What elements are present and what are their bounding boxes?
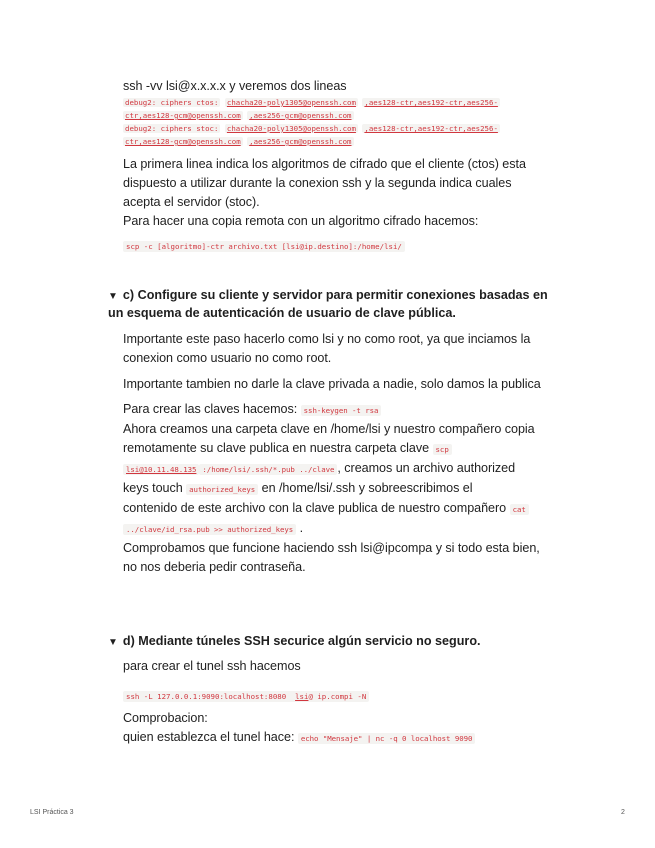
copy-text: , creamos un archivo authorized [337, 461, 516, 475]
debug1-link-c[interactable]: ctr,aes128-gcm@openssh.com [125, 111, 241, 120]
scp-path: :/home/lsi/.ssh/*.pub ../clave [199, 464, 337, 475]
authorized-keys-code: authorized_keys [186, 484, 258, 495]
section-d-title: d) Mediante túneles SSH securice algún servicio no seguro. [122, 634, 481, 648]
copy-line: Ahora creamos una carpeta clave en /home/lsi y nuestro compañero copia [123, 422, 535, 436]
copy-text: remotamente su clave publica en nuestra carpeta clave [123, 441, 430, 455]
intro-para-line: La primera linea indica los algoritmos de cifrado que el cliente (ctos) esta [123, 157, 526, 171]
copy-text: contenido de este archivo con la clave publica de nuestro compañero [123, 501, 507, 515]
intro-para-line: acepta el servidor (stoc). [123, 195, 260, 209]
scp-user-link[interactable]: lsi@10.11.48.135 [123, 464, 199, 475]
copy-text: . [299, 521, 304, 535]
check-line [123, 728, 593, 748]
section-c-body [123, 400, 593, 577]
debug2-link-d[interactable]: ,aes256-gcm@openssh.com [249, 137, 352, 146]
copy-line [123, 439, 593, 459]
cat-command: ../clave/id_rsa.pub >> authorized_keys [123, 524, 296, 535]
copy-line [123, 499, 593, 519]
debug-output [123, 96, 593, 148]
create-keys-line [123, 400, 593, 420]
section-c-important1 [123, 330, 593, 368]
verify-line: Comprobamos que funcione haciendo ssh lsi@ipcompa y si todo esta bien, [123, 541, 540, 555]
debug2-link-b[interactable]: ,aes128-ctr,aes192-ctr,aes256- [364, 124, 498, 133]
section-c-heading-line2: un esquema de autenticación de usuario de clave pública. [108, 306, 456, 320]
tunnel-intro-line: para crear el tunel ssh hacemos [123, 659, 301, 673]
scp-word: scp [433, 444, 452, 455]
keygen-command: ssh-keygen -t rsa [301, 405, 382, 416]
check-text: quien establezca el tunel hace: [123, 730, 295, 744]
debug-line-1 [123, 96, 593, 109]
footer-title: LSI Práctica 3 [30, 809, 74, 816]
copy-line [123, 479, 593, 499]
debug-line-1b [123, 109, 593, 122]
echo-command: echo "Mensaje" | nc -q 0 localhost 9090 [298, 733, 476, 744]
scp-command-row [123, 236, 593, 254]
intro-para-line: Para hacer una copia remota con un algoritmo cifrado hacemos: [123, 214, 479, 228]
create-keys-text: Para crear las claves hacemos: [123, 402, 298, 416]
debug2-link-a[interactable]: chacha20-poly1305@openssh.com [226, 124, 356, 133]
debug1-prefix: debug2: ciphers ctos: [125, 98, 219, 107]
tunnel-command-a: ssh -L 127.0.0.1:9090:localhost:8080 [126, 692, 287, 701]
copy-line [123, 519, 593, 539]
debug2-prefix: debug2: ciphers stoc: [125, 124, 219, 133]
verify-line: no nos deberia pedir contraseña. [123, 560, 306, 574]
section-d-intro [123, 657, 593, 676]
page-number: 2 [621, 809, 625, 816]
section-c-heading[interactable] [108, 286, 578, 306]
intro-paragraph [123, 155, 593, 231]
check-line: Comprobacion: [123, 711, 208, 725]
intro-para-line: dispuesto a utilizar durante la conexion ssh y la segunda indica cuales [123, 176, 512, 190]
tunnel-command-row [123, 686, 593, 704]
collapse-triangle-icon[interactable]: ▼ [108, 291, 118, 302]
copy-line [123, 459, 593, 479]
collapse-triangle-icon[interactable]: ▼ [108, 637, 118, 648]
section-d-check [123, 709, 593, 748]
debug1-link-b[interactable]: ,aes128-ctr,aes192-ctr,aes256- [364, 98, 498, 107]
tunnel-command-b: @ ip.compi -N [308, 692, 367, 701]
important-line: Importante este paso hacerlo como lsi y no como root, ya que inciamos la [123, 332, 531, 346]
important-line: conexion como usuario no como root. [123, 351, 332, 365]
important-line: Importante tambien no darle la clave privada a nadie, solo damos la publica [123, 377, 541, 391]
tunnel-command [123, 691, 369, 702]
scp-command: scp -c [algoritmo]-ctr archivo.txt [lsi@ip.destino]:/home/lsi/ [123, 241, 405, 252]
debug-line-2b [123, 135, 593, 148]
cat-word: cat [510, 504, 529, 515]
copy-text: en /home/lsi/.ssh y sobreescribimos el [261, 481, 473, 495]
tunnel-user-link[interactable]: lsi [295, 692, 309, 701]
copy-text: keys touch [123, 481, 183, 495]
debug1-link-a[interactable]: chacha20-poly1305@openssh.com [226, 98, 356, 107]
section-d-heading[interactable] [108, 632, 578, 652]
debug-line-2 [123, 122, 593, 135]
debug2-link-c[interactable]: ctr,aes128-gcm@openssh.com [125, 137, 241, 146]
debug1-link-d[interactable]: ,aes256-gcm@openssh.com [249, 111, 352, 120]
intro-line: ssh -vv lsi@x.x.x.x y veremos dos lineas [123, 79, 347, 93]
section-c-title-line1: c) Configure su cliente y servidor para permitir conexiones basadas en [122, 288, 548, 302]
section-c-important2 [123, 375, 593, 394]
